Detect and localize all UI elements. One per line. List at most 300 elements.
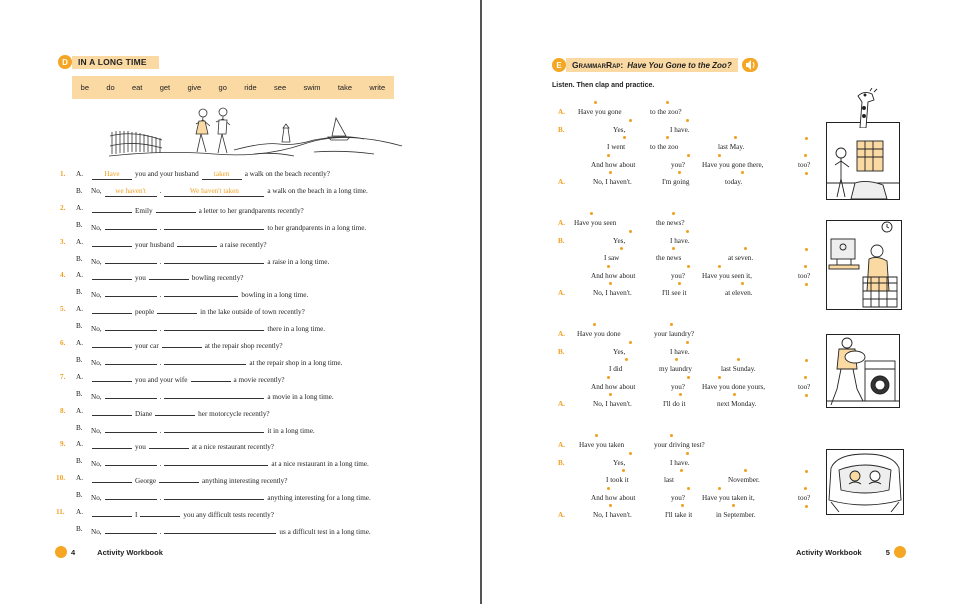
answer-no-text: No, [91, 223, 102, 232]
word-bank-item: do [106, 83, 115, 92]
word-bank-item: be [80, 83, 89, 92]
question-text: you [135, 274, 146, 283]
answer-text: bowling in a long time. [241, 291, 309, 300]
rap-phrase: I'll take it [665, 511, 693, 519]
beat-dot-icon [666, 136, 669, 139]
rap-phrase: I have. [670, 125, 690, 134]
answer-blank[interactable]: Have [92, 170, 132, 180]
exercise-answer-line [90, 288, 309, 298]
exercise-question-line [90, 508, 275, 518]
question-text: a movie recently? [233, 375, 285, 384]
question-text: you [135, 443, 146, 452]
rap-phrase: at eleven. [725, 289, 753, 297]
right-footer-label: Activity Workbook [796, 547, 862, 557]
answer-blank[interactable] [92, 339, 132, 348]
rap-phrase: Have you done [577, 330, 621, 338]
question-text: at a nice restaurant recently? [191, 443, 274, 452]
answer-blank[interactable] [164, 221, 264, 230]
rap-phrase: your laundry? [654, 330, 695, 338]
answer-period: . [159, 358, 162, 367]
answer-no-text: No, [91, 392, 102, 401]
rap-phrase: Yes, [613, 347, 626, 356]
answer-period: . [159, 291, 162, 300]
rap-phrase: I'll do it [663, 400, 686, 408]
word-bank-item: eat [131, 83, 143, 92]
answer-blank[interactable] [149, 440, 189, 449]
answer-blank[interactable] [92, 204, 132, 213]
beat-dot-icon [805, 394, 808, 397]
rap-phrase: Have you done yours, [702, 382, 766, 391]
exercise-question-line [90, 238, 268, 248]
exercise-question-line [90, 271, 244, 281]
rap-phrase: my laundry [659, 365, 692, 373]
beat-dot-icon [805, 359, 808, 362]
rap-speaker-label: A. [558, 511, 565, 519]
left-footer-label: Activity Workbook [97, 547, 163, 557]
rap-phrase: No, I haven't. [593, 178, 632, 186]
beat-dot-icon [718, 154, 721, 157]
answer-blank[interactable] [92, 238, 132, 247]
rap-phrase: to the zoo [650, 143, 679, 151]
speaker-a-label: A. [76, 508, 83, 516]
grammar-rap-label: GrammarRap: [572, 60, 624, 70]
beat-dot-icon [687, 265, 690, 268]
answer-blank[interactable] [105, 255, 157, 264]
rap-phrase: And how about [591, 160, 636, 169]
answer-text: at a nice restaurant in a long time. [271, 460, 369, 469]
exercise-number: 4. [60, 271, 66, 280]
answer-blank[interactable] [105, 390, 157, 399]
rap-phrase: And how about [591, 271, 636, 280]
beat-dot-icon [718, 487, 721, 490]
beat-dot-icon [678, 282, 681, 285]
word-bank-item: give [187, 83, 202, 92]
rap-phrase: you? [671, 271, 685, 280]
rap-phrase: Yes, [613, 236, 626, 245]
rap-phrase: I have. [670, 458, 690, 467]
rap-phrase: Have you gone [578, 108, 622, 116]
exercise-answer-line [90, 525, 372, 535]
beat-dot-icon [607, 154, 610, 157]
beat-dot-icon [687, 376, 690, 379]
speaker-a-label: A. [76, 305, 83, 314]
rap-phrase: Have you seen [574, 219, 617, 227]
question-text: you and your wife [135, 375, 188, 384]
question-text: George [135, 477, 157, 486]
speaker-a-label: A. [76, 406, 83, 415]
right-page-number: 5 [885, 547, 890, 557]
rap-phrase: Have you taken [579, 441, 625, 449]
answer-text: at the repair shop in a long time. [249, 358, 343, 367]
exercise-answer-line [90, 255, 330, 265]
answer-blank[interactable] [92, 305, 132, 314]
beat-dot-icon [607, 376, 610, 379]
beat-dot-icon [733, 393, 736, 396]
beat-dot-icon [629, 230, 632, 233]
answer-text: there in a long time. [267, 325, 326, 334]
rap-phrase: I'll see it [662, 289, 687, 297]
lighthouse-icon [282, 124, 290, 142]
rap-phrase: too? [798, 160, 811, 169]
beat-dot-icon [734, 136, 737, 139]
exercise-answer-line [90, 424, 316, 434]
word-bank-item: get [159, 83, 171, 92]
rap-phrase: to the zoo? [650, 108, 682, 116]
beat-dot-icon [732, 504, 735, 507]
exercise-number: 1. [60, 170, 66, 178]
answer-blank[interactable]: We haven't taken [164, 187, 264, 197]
rap-phrase: next Monday. [717, 400, 757, 408]
word-bank-item: see [274, 83, 287, 92]
rap-phrase: the news? [656, 219, 685, 227]
answer-blank[interactable] [164, 288, 238, 297]
speaker-b-label: B. [76, 524, 83, 533]
beat-dot-icon [804, 265, 807, 268]
rap-phrase: too? [798, 382, 811, 391]
beat-dot-icon [805, 172, 808, 175]
right-footer [796, 546, 906, 558]
beat-dot-icon [670, 323, 673, 326]
answer-blank[interactable] [140, 508, 180, 517]
beat-dot-icon [805, 505, 808, 508]
answer-blank[interactable] [164, 356, 246, 365]
question-text: in the lake outside of town recently? [200, 308, 305, 317]
exercise-answer-line [90, 187, 369, 197]
answer-blank[interactable] [164, 525, 276, 534]
rap-speaker-label: A. [558, 178, 565, 186]
speaker-a-label: A. [76, 474, 83, 483]
beat-dot-icon [590, 212, 593, 215]
question-text: people [135, 308, 155, 317]
beat-dot-icon [609, 504, 612, 507]
exercise-question-line [90, 339, 284, 349]
beat-dot-icon [595, 434, 598, 437]
rap-phrase: you? [671, 493, 685, 502]
beat-dot-icon [718, 265, 721, 268]
beat-dot-icon [805, 248, 808, 251]
question-text: your car [135, 342, 159, 350]
answer-blank[interactable] [105, 457, 157, 466]
zoo-picture [826, 122, 900, 200]
answer-period: . [159, 460, 162, 469]
answer-blank[interactable] [164, 255, 264, 264]
question-text: at the repair shop recently? [204, 342, 283, 350]
beat-dot-icon [737, 358, 740, 361]
answer-blank[interactable] [164, 424, 264, 433]
exercise-answer-line [90, 356, 343, 366]
question-text: anything interesting recently? [202, 477, 288, 486]
answer-blank[interactable] [92, 407, 132, 416]
rap-phrase: in September. [716, 511, 756, 519]
question-text: your husband [135, 240, 174, 249]
rap-phrase: too? [798, 493, 811, 502]
rap-phrase: And how about [591, 493, 636, 502]
rap-phrase: at seven. [728, 254, 754, 262]
rap-phrase: I have. [670, 236, 690, 245]
rap-phrase: Yes, [613, 458, 626, 467]
beat-dot-icon [672, 247, 675, 250]
rap-phrase: No, I haven't. [593, 289, 632, 297]
answer-no-text: No, [91, 527, 102, 536]
answer-blank[interactable] [92, 508, 132, 517]
beat-dot-icon [622, 469, 625, 472]
word-bank-item: swim [303, 83, 321, 92]
grammar-rap-title [566, 58, 738, 72]
answer-blank[interactable] [159, 474, 199, 483]
answer-period: . [159, 186, 162, 195]
page-marker-icon [55, 546, 67, 558]
left-footer [55, 546, 163, 558]
exercise-question-line [90, 204, 305, 214]
section-e-badge: E [552, 58, 566, 72]
beat-dot-icon [805, 137, 808, 140]
answer-blank[interactable] [162, 339, 202, 348]
beat-dot-icon [625, 358, 628, 361]
answer-blank[interactable]: we haven't [105, 187, 157, 197]
beat-dot-icon [679, 393, 682, 396]
answer-blank[interactable] [92, 474, 132, 483]
beat-dot-icon [686, 119, 689, 122]
question-text: I [135, 511, 138, 519]
beach-illustration [104, 104, 404, 164]
exercise-number: 5. [60, 305, 66, 314]
question-text: a letter to her grandparents recently? [198, 206, 304, 215]
rap-phrase: Yes, [613, 125, 626, 134]
rap-speaker-label: A. [558, 108, 565, 116]
exercise-answer-line [90, 322, 326, 332]
page-marker-icon [894, 546, 906, 558]
rap-phrase: too? [798, 271, 811, 280]
word-bank-item: take [337, 83, 353, 92]
exercise-question-line [90, 305, 306, 315]
exercise-question-line [90, 440, 275, 450]
speaker-a-label: A. [76, 203, 83, 212]
section-d-badge: D [58, 55, 72, 69]
speaker-b-label: B. [76, 288, 83, 297]
answer-text: a movie in a long time. [267, 392, 334, 401]
question-text: Emily [135, 206, 153, 215]
answer-text: a raise in a long time. [267, 257, 330, 266]
question-text: you and your husband [135, 170, 199, 178]
answer-blank[interactable] [164, 322, 264, 331]
left-page-number: 4 [71, 547, 76, 557]
beat-dot-icon [804, 376, 807, 379]
speaker-b-label: B. [76, 457, 83, 466]
beat-dot-icon [607, 265, 610, 268]
exercise-number: 11. [56, 508, 65, 516]
rap-phrase: Have you gone there, [702, 160, 764, 169]
answer-period: . [159, 392, 162, 401]
section-d-header [58, 55, 159, 69]
driving-picture [826, 449, 904, 515]
answer-blank[interactable] [105, 491, 157, 500]
beat-dot-icon [805, 470, 808, 473]
answer-blank[interactable] [156, 204, 196, 213]
exercise-number: 2. [60, 203, 66, 212]
answer-period: . [159, 494, 162, 503]
rap-phrase: Have you seen it, [702, 271, 752, 280]
section-e-header [552, 58, 758, 72]
answer-no-text: No, [91, 460, 102, 469]
giraffe-icon [852, 88, 902, 128]
rap-phrase: No, I haven't. [593, 400, 632, 408]
sailboat-icon [328, 118, 350, 140]
answer-blank[interactable] [155, 407, 195, 416]
beat-dot-icon [609, 282, 612, 285]
rap-phrase: your driving test? [654, 441, 705, 449]
rap-phrase: you? [671, 382, 685, 391]
rap-phrase: the news [656, 254, 682, 262]
answer-blank[interactable] [149, 271, 189, 280]
speaker-b-label: B. [76, 254, 83, 263]
answer-blank[interactable] [92, 373, 132, 382]
answer-blank[interactable] [105, 356, 157, 365]
answer-blank[interactable] [105, 424, 157, 433]
beat-dot-icon [675, 358, 678, 361]
answer-period: . [159, 527, 162, 536]
beat-dot-icon [670, 434, 673, 437]
answer-blank[interactable] [92, 271, 132, 280]
exercise-number: 10. [56, 474, 65, 483]
beat-dot-icon [804, 487, 807, 490]
answer-no-text: No, [91, 426, 102, 435]
rap-phrase: November. [728, 476, 760, 484]
speaker-a-label: A. [76, 339, 83, 347]
word-bank-item: ride [244, 83, 257, 92]
beat-dot-icon [607, 487, 610, 490]
answer-no-text: No, [91, 186, 102, 195]
word-bank-item: write [369, 83, 386, 92]
rap-phrase: I took it [606, 476, 629, 484]
answer-period: . [159, 223, 162, 232]
answer-text: it in a long time. [267, 426, 315, 435]
beat-dot-icon [744, 247, 747, 250]
rap-phrase: last Sunday. [721, 365, 756, 373]
exercise-question-line [90, 170, 331, 180]
answer-blank[interactable] [177, 238, 217, 247]
rap-phrase: last [664, 476, 674, 484]
beat-dot-icon [620, 247, 623, 250]
answer-no-text: No, [91, 291, 102, 300]
beat-dot-icon [686, 452, 689, 455]
rap-speaker-label: B. [558, 236, 565, 245]
rap-phrase: And how about [591, 382, 636, 391]
beat-dot-icon [718, 376, 721, 379]
rap-speaker-label: B. [558, 125, 565, 134]
rap-instructions: Listen. Then clap and practice. [552, 82, 655, 89]
beat-dot-icon [678, 171, 681, 174]
speaker-b-label: B. [76, 491, 83, 500]
tv-icon [831, 239, 855, 259]
rap-phrase: I saw [604, 254, 620, 262]
answer-period: . [159, 426, 162, 435]
rap-phrase: you? [671, 160, 685, 169]
exercise-question-line [90, 407, 271, 417]
speaker-a-label: A. [76, 440, 83, 449]
rap-speaker-label: B. [558, 458, 565, 467]
beat-dot-icon [805, 283, 808, 286]
beat-dot-icon [686, 341, 689, 344]
rap-phrase: I have. [670, 347, 690, 356]
beat-dot-icon [609, 393, 612, 396]
answer-no-text: No, [91, 358, 102, 367]
question-text: you any difficult tests recently? [183, 511, 274, 519]
beat-dot-icon [744, 469, 747, 472]
section-d-title: IN A LONG TIME [72, 56, 159, 69]
beat-dot-icon [741, 282, 744, 285]
speaker-b-label: B. [76, 423, 83, 432]
beat-dot-icon [687, 487, 690, 490]
answer-no-text: No, [91, 325, 102, 334]
beat-dot-icon [629, 341, 632, 344]
question-text: a walk on the beach recently? [244, 170, 330, 178]
speaker-b-label: B. [76, 186, 83, 195]
question-text: a raise recently? [219, 240, 267, 249]
speaker-a-label: A. [76, 237, 83, 246]
exercise-answer-line [90, 390, 335, 400]
answer-blank[interactable] [191, 373, 231, 382]
audio-icon[interactable] [742, 58, 758, 72]
answer-blank[interactable] [157, 305, 197, 314]
answer-blank[interactable] [105, 525, 157, 534]
rap-speaker-label: A. [558, 400, 565, 408]
exercise-number: 6. [60, 339, 66, 347]
answer-blank[interactable] [105, 221, 157, 230]
answer-blank[interactable] [164, 390, 264, 399]
rap-phrase: Have you taken it, [702, 493, 755, 502]
beat-dot-icon [672, 212, 675, 215]
answer-blank[interactable] [105, 322, 157, 331]
answer-blank[interactable] [92, 440, 132, 449]
exercise-number: 7. [60, 372, 66, 381]
speaker-b-label: B. [76, 322, 83, 331]
fence-icon [110, 131, 162, 154]
answer-no-text: No, [91, 257, 102, 266]
rap-title-text: Have You Gone to the Zoo? [627, 60, 732, 70]
exercise-answer-line [90, 491, 372, 501]
exercise-answer-line [90, 457, 370, 467]
answer-blank[interactable] [164, 491, 264, 500]
beat-dot-icon [629, 119, 632, 122]
speaker-b-label: B. [76, 220, 83, 229]
answer-blank[interactable] [105, 288, 157, 297]
answer-text: a walk on the beach in a long time. [267, 186, 368, 195]
exercise-question-line [90, 474, 288, 484]
answer-blank[interactable]: taken [202, 170, 242, 180]
exercise-number: 8. [60, 406, 66, 415]
rap-phrase: I'm going [662, 178, 690, 186]
rap-speaker-label: B. [558, 347, 565, 356]
answer-text: to her grandparents in a long time. [267, 223, 367, 232]
answer-blank[interactable] [164, 457, 268, 466]
rap-phrase: today. [725, 178, 743, 186]
rap-speaker-label: A. [558, 219, 565, 227]
exercise-number: 3. [60, 237, 66, 246]
speaker-b-label: B. [76, 389, 83, 398]
speaker-a-label: A. [76, 271, 83, 280]
speaker-a-label: A. [76, 170, 83, 178]
question-text: bowling recently? [191, 274, 244, 283]
word-bank [72, 76, 394, 99]
rap-phrase: I did [609, 365, 623, 373]
beat-dot-icon [741, 171, 744, 174]
beat-dot-icon [680, 469, 683, 472]
beat-dot-icon [629, 452, 632, 455]
beat-dot-icon [623, 136, 626, 139]
answer-text: anything interesting for a long time. [267, 494, 371, 503]
speaker-a-label: A. [76, 372, 83, 381]
beat-dot-icon [804, 154, 807, 157]
